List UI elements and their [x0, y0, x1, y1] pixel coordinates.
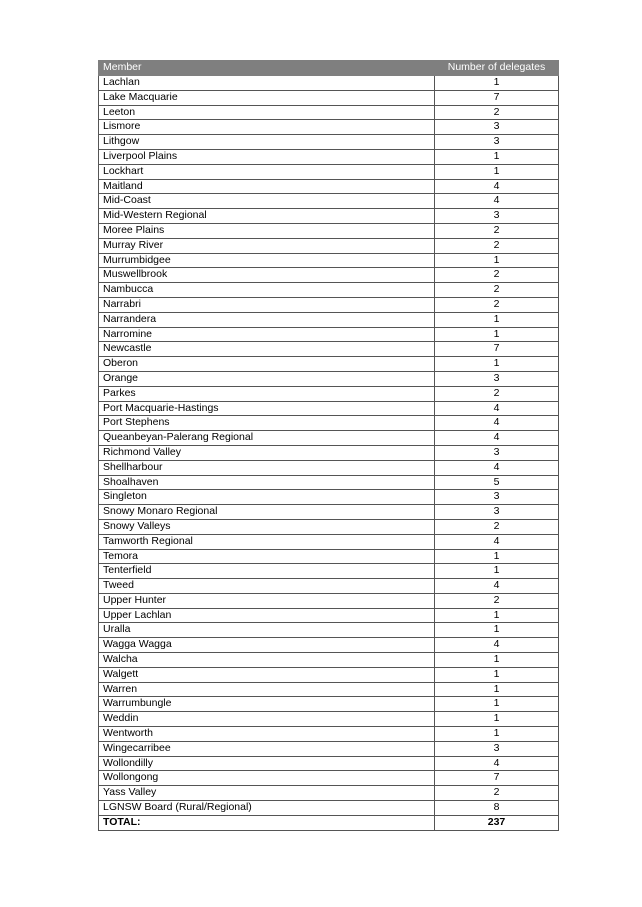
delegates-cell: 2: [435, 786, 559, 801]
table-row: [99, 460, 559, 475]
member-cell: Leeton: [99, 105, 435, 120]
table-row: [99, 756, 559, 771]
member-cell: Narrandera: [99, 312, 435, 327]
delegates-cell: 3: [435, 371, 559, 386]
total-label: TOTAL:: [99, 815, 435, 830]
table-row: [99, 697, 559, 712]
table-row: [99, 771, 559, 786]
delegates-cell: 1: [435, 76, 559, 91]
delegates-cell: 2: [435, 223, 559, 238]
table-row: [99, 712, 559, 727]
delegates-cell: 1: [435, 608, 559, 623]
table-row: [99, 741, 559, 756]
table-row: [99, 386, 559, 401]
table-row: [99, 490, 559, 505]
member-cell: Queanbeyan-Palerang Regional: [99, 431, 435, 446]
member-cell: Wollongong: [99, 771, 435, 786]
member-cell: Wollondilly: [99, 756, 435, 771]
member-cell: Lismore: [99, 120, 435, 135]
member-cell: Wagga Wagga: [99, 638, 435, 653]
member-cell: Snowy Valleys: [99, 519, 435, 534]
table-body: [99, 76, 559, 816]
delegates-cell: 4: [435, 194, 559, 209]
table-row: [99, 253, 559, 268]
delegates-cell: 5: [435, 475, 559, 490]
table-row: [99, 223, 559, 238]
delegates-cell: 1: [435, 357, 559, 372]
table-row: [99, 194, 559, 209]
member-cell: Murray River: [99, 238, 435, 253]
table-row: [99, 579, 559, 594]
table-row: [99, 593, 559, 608]
table-row: [99, 445, 559, 460]
delegates-cell: 1: [435, 549, 559, 564]
member-cell: Liverpool Plains: [99, 149, 435, 164]
table-row: [99, 564, 559, 579]
delegates-cell: 7: [435, 90, 559, 105]
member-cell: Moree Plains: [99, 223, 435, 238]
table-row: [99, 638, 559, 653]
delegates-cell: 4: [435, 638, 559, 653]
delegates-cell: 7: [435, 342, 559, 357]
member-cell: Narromine: [99, 327, 435, 342]
member-cell: Lithgow: [99, 135, 435, 150]
delegates-cell: 1: [435, 712, 559, 727]
table-row: [99, 371, 559, 386]
table-row: [99, 653, 559, 668]
delegates-cell: 1: [435, 682, 559, 697]
delegates-cell: 3: [435, 505, 559, 520]
delegates-cell: 2: [435, 238, 559, 253]
delegates-cell: 1: [435, 149, 559, 164]
table-row: [99, 475, 559, 490]
table-row: [99, 623, 559, 638]
member-cell: Port Macquarie-Hastings: [99, 401, 435, 416]
table-row: [99, 534, 559, 549]
table-row: [99, 120, 559, 135]
delegates-cell: 2: [435, 593, 559, 608]
table-row: [99, 297, 559, 312]
table-row: [99, 76, 559, 91]
delegates-cell: 4: [435, 179, 559, 194]
table-row: [99, 164, 559, 179]
member-cell: Newcastle: [99, 342, 435, 357]
table-header-row: [99, 61, 559, 76]
table-row: [99, 727, 559, 742]
member-cell: Richmond Valley: [99, 445, 435, 460]
delegates-cell: 4: [435, 756, 559, 771]
table-row: [99, 549, 559, 564]
member-cell: Mid-Coast: [99, 194, 435, 209]
member-cell: Orange: [99, 371, 435, 386]
member-cell: Upper Lachlan: [99, 608, 435, 623]
member-cell: Snowy Monaro Regional: [99, 505, 435, 520]
member-cell: Parkes: [99, 386, 435, 401]
table-row: [99, 90, 559, 105]
member-cell: Port Stephens: [99, 416, 435, 431]
member-cell: Walcha: [99, 653, 435, 668]
delegates-cell: 4: [435, 534, 559, 549]
member-cell: Upper Hunter: [99, 593, 435, 608]
table-row: [99, 283, 559, 298]
delegates-cell: 7: [435, 771, 559, 786]
table-row: [99, 786, 559, 801]
member-cell: Tweed: [99, 579, 435, 594]
table-row: [99, 682, 559, 697]
total-value: 237: [435, 815, 559, 830]
delegates-cell: 2: [435, 519, 559, 534]
member-cell: Maitland: [99, 179, 435, 194]
member-cell: Tenterfield: [99, 564, 435, 579]
member-cell: Weddin: [99, 712, 435, 727]
delegates-cell: 1: [435, 653, 559, 668]
delegates-cell: 2: [435, 105, 559, 120]
member-cell: Singleton: [99, 490, 435, 505]
table-row: [99, 416, 559, 431]
member-cell: Mid-Western Regional: [99, 209, 435, 224]
member-cell: Warren: [99, 682, 435, 697]
table-row: [99, 312, 559, 327]
table-row: [99, 608, 559, 623]
member-cell: Temora: [99, 549, 435, 564]
member-cell: Nambucca: [99, 283, 435, 298]
delegates-cell: 1: [435, 312, 559, 327]
delegates-cell: 1: [435, 164, 559, 179]
member-cell: Tamworth Regional: [99, 534, 435, 549]
table-row: [99, 401, 559, 416]
table-row: [99, 135, 559, 150]
delegates-cell: 1: [435, 253, 559, 268]
delegates-cell: 8: [435, 801, 559, 816]
member-cell: LGNSW Board (Rural/Regional): [99, 801, 435, 816]
table-row: [99, 519, 559, 534]
delegates-cell: 4: [435, 431, 559, 446]
delegates-cell: 1: [435, 727, 559, 742]
table-row: [99, 505, 559, 520]
delegates-cell: 3: [435, 490, 559, 505]
delegates-cell: 2: [435, 268, 559, 283]
delegates-cell: 1: [435, 327, 559, 342]
delegates-cell: 1: [435, 697, 559, 712]
delegates-cell: 1: [435, 623, 559, 638]
member-cell: Shellharbour: [99, 460, 435, 475]
delegates-cell: 3: [435, 120, 559, 135]
member-cell: Walgett: [99, 667, 435, 682]
table-row: [99, 327, 559, 342]
member-cell: Yass Valley: [99, 786, 435, 801]
delegates-cell: 1: [435, 564, 559, 579]
table-row: [99, 179, 559, 194]
table-row: [99, 105, 559, 120]
member-cell: Lockhart: [99, 164, 435, 179]
table-row: [99, 357, 559, 372]
delegates-table: [98, 60, 559, 831]
member-cell: Wentworth: [99, 727, 435, 742]
delegates-cell: 2: [435, 283, 559, 298]
delegates-cell: 4: [435, 579, 559, 594]
table-row: [99, 667, 559, 682]
member-cell: Murrumbidgee: [99, 253, 435, 268]
delegates-cell: 3: [435, 741, 559, 756]
delegates-cell: 3: [435, 135, 559, 150]
table-row: [99, 149, 559, 164]
delegates-cell: 4: [435, 401, 559, 416]
member-cell: Oberon: [99, 357, 435, 372]
table-row: [99, 209, 559, 224]
table-row: [99, 342, 559, 357]
delegates-cell: 4: [435, 416, 559, 431]
delegates-cell: 4: [435, 460, 559, 475]
member-cell: Muswellbrook: [99, 268, 435, 283]
member-cell: Lachlan: [99, 76, 435, 91]
delegates-column-header: Number of delegates: [435, 61, 559, 76]
delegates-cell: 3: [435, 445, 559, 460]
member-cell: Wingecarribee: [99, 741, 435, 756]
table-row: [99, 801, 559, 816]
delegates-cell: 2: [435, 386, 559, 401]
table-row: [99, 268, 559, 283]
member-column-header: Member: [99, 61, 435, 76]
member-cell: Narrabri: [99, 297, 435, 312]
table-row: [99, 238, 559, 253]
member-cell: Lake Macquarie: [99, 90, 435, 105]
delegates-cell: 3: [435, 209, 559, 224]
delegates-cell: 2: [435, 297, 559, 312]
total-row: [99, 815, 559, 830]
delegates-cell: 1: [435, 667, 559, 682]
member-cell: Shoalhaven: [99, 475, 435, 490]
member-cell: Uralla: [99, 623, 435, 638]
table-row: [99, 431, 559, 446]
member-cell: Warrumbungle: [99, 697, 435, 712]
